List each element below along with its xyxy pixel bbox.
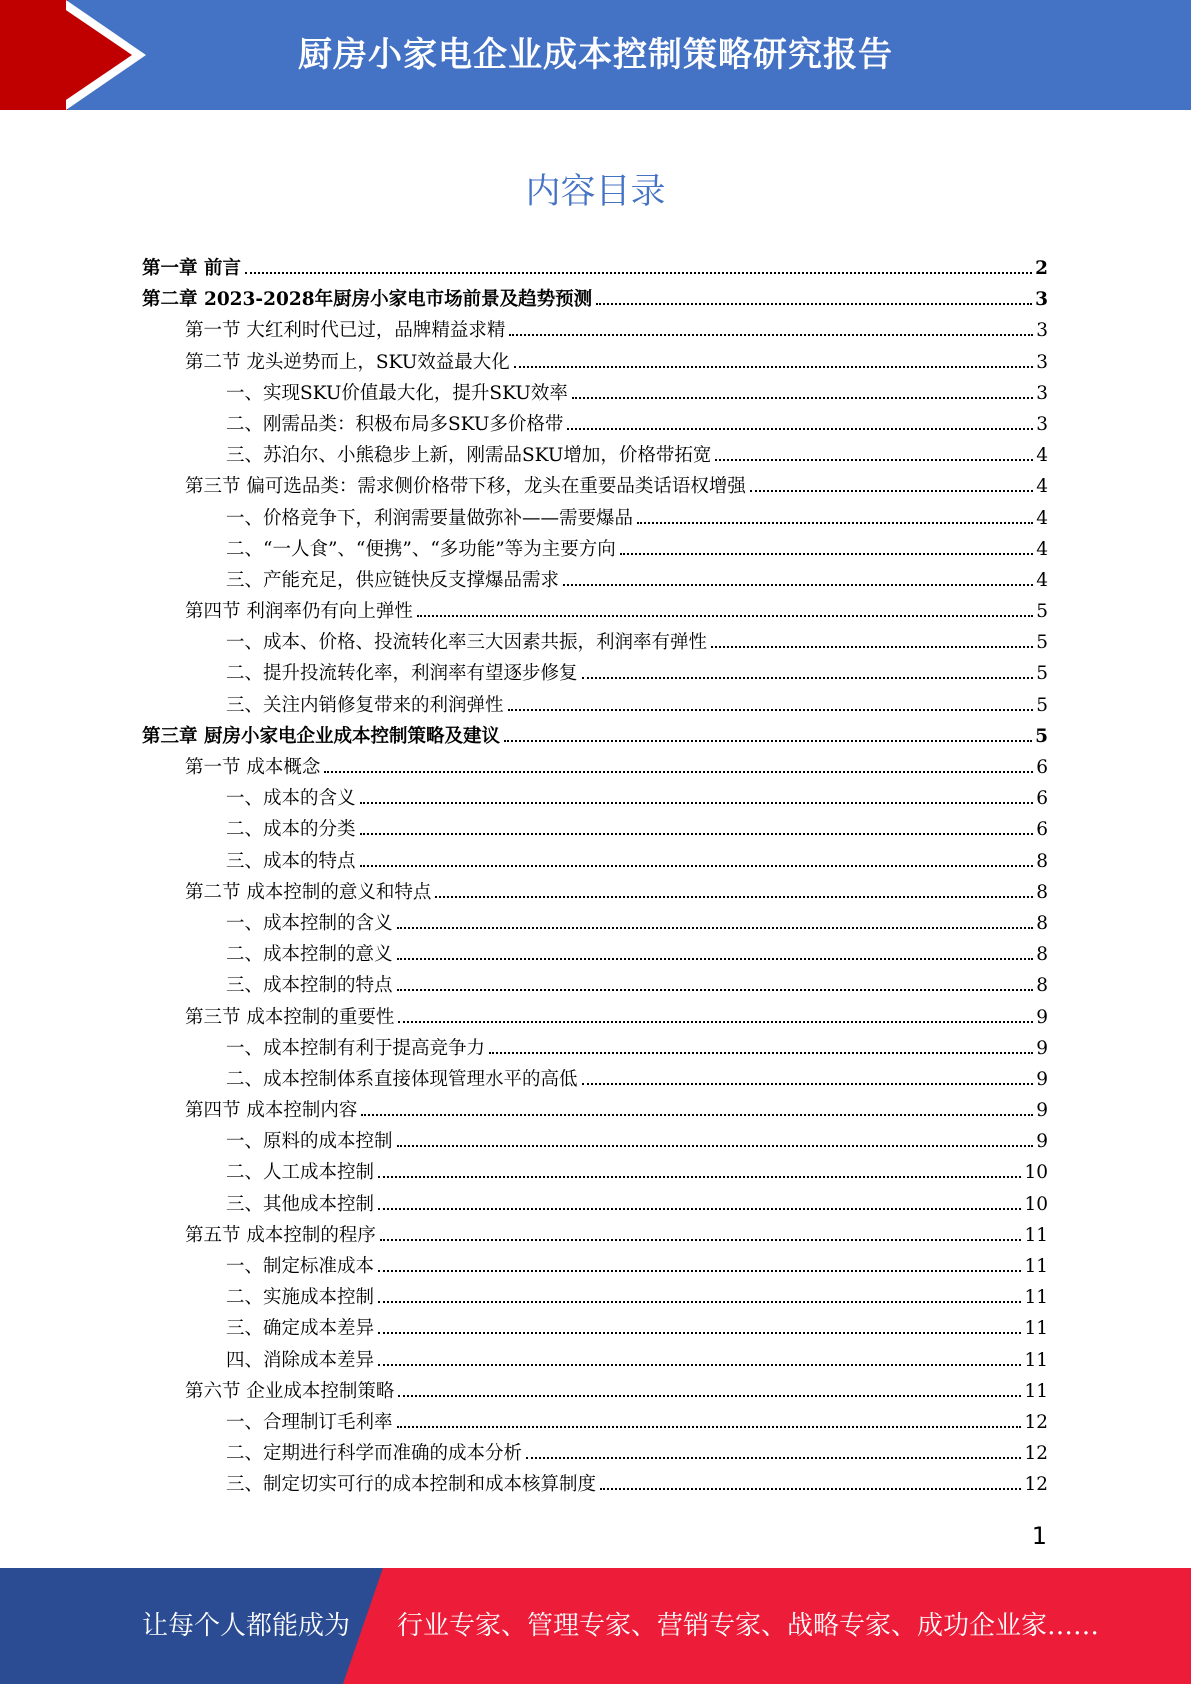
toc-entry-page: 12: [1024, 1411, 1048, 1433]
header-banner: [0, 0, 1191, 110]
toc-entry-text: 第一节 大红利时代已过，品牌精益求精: [185, 320, 506, 342]
toc-entry-page: 6: [1036, 757, 1048, 778]
toc-leader-dots: [508, 709, 1034, 711]
toc-entry-page: 8: [1036, 850, 1048, 872]
toc-title: 内容目录: [525, 172, 666, 212]
toc-entry[interactable]: [142, 722, 1048, 753]
toc-entry-text: 二、成本控制体系直接体现管理水平的高低: [226, 1068, 578, 1090]
toc-entry-page: 5: [1035, 725, 1048, 747]
toc-leader-dots: [378, 1176, 1021, 1178]
toc-entry-page: 9: [1036, 1131, 1048, 1153]
toc-entry[interactable]: [142, 971, 1048, 1002]
toc-entry[interactable]: [142, 1283, 1048, 1314]
toc-entry-page: 10: [1024, 1193, 1048, 1215]
toc-entry[interactable]: [142, 1408, 1048, 1439]
toc-entry-page: 9: [1036, 1006, 1048, 1028]
toc-leader-dots: [572, 397, 1033, 399]
toc-leader-dots: [378, 1208, 1021, 1210]
toc-leader-dots: [378, 1364, 1021, 1366]
toc-entry-page: 10: [1024, 1162, 1048, 1184]
toc-leader-dots: [509, 334, 1033, 336]
toc-leader-dots: [435, 896, 1033, 898]
toc-leader-dots: [711, 646, 1033, 648]
toc-entry-page: 9: [1036, 1100, 1048, 1122]
toc-entry-text: 第二章 2023-2028年厨房小家电市场前景及趋势预测: [142, 289, 593, 311]
toc-entry-text: 第三节 成本控制的重要性: [185, 1006, 395, 1028]
toc-entry-text: 第一章 前言: [142, 258, 241, 279]
toc-entry-page: 3: [1036, 413, 1048, 435]
toc-entry-text: 第三章 厨房小家电企业成本控制策略及建议: [142, 725, 500, 747]
toc-entry-page: 5: [1036, 694, 1048, 716]
toc-entry-page: 4: [1036, 569, 1048, 591]
toc-leader-dots: [380, 1239, 1022, 1241]
toc-entry-text: 第五节 成本控制的程序: [185, 1224, 376, 1246]
toc-entry-page: 8: [1036, 975, 1048, 997]
toc-leader-dots: [397, 927, 1034, 929]
toc-entry-page: 3: [1035, 289, 1048, 311]
toc-leader-dots: [361, 1114, 1033, 1116]
toc-entry-text: 三、产能充足，供应链快反支撑爆品需求: [226, 569, 560, 591]
toc-leader-dots: [378, 1270, 1021, 1272]
toc-entry-text: 第二节 龙头逆势而上，SKU效益最大化: [185, 351, 510, 373]
toc-leader-dots: [620, 553, 1033, 555]
toc-entry[interactable]: [142, 909, 1048, 940]
toc-entry[interactable]: [142, 1314, 1048, 1345]
toc-leader-dots: [750, 490, 1033, 492]
toc-leader-dots: [637, 522, 1033, 524]
footer-slogan-right: 行业专家、管理专家、营销专家、战略专家、成功企业家……: [397, 1611, 1100, 1641]
toc-entry-page: 3: [1036, 320, 1048, 342]
report-title: 厨房小家电企业成本控制策略研究报告: [298, 35, 893, 75]
toc-entry[interactable]: [142, 1065, 1048, 1096]
footer-slogan-left: 让每个人都能成为: [142, 1611, 351, 1641]
toc-entry[interactable]: [142, 1346, 1048, 1377]
toc-entry-text: 第二节 成本控制的意义和特点: [185, 881, 432, 903]
toc-entry-text: 第四节 成本控制内容: [185, 1100, 358, 1122]
toc-leader-dots: [360, 865, 1034, 867]
toc-entry[interactable]: [142, 1127, 1048, 1158]
toc-entry-text: 二、刚需品类：积极布局多SKU多价格带: [226, 413, 564, 435]
toc-entry-page: 8: [1036, 881, 1048, 903]
toc-entry-page: 5: [1036, 663, 1048, 685]
toc-entry[interactable]: [142, 566, 1048, 597]
toc-entry-page: 3: [1036, 351, 1048, 373]
toc-entry-page: 12: [1024, 1443, 1048, 1465]
toc-entry-text: 一、价格竞争下，利润需要量做弥补——需要爆品: [226, 507, 634, 529]
toc-entry-page: 4: [1036, 507, 1048, 529]
toc-entry[interactable]: [142, 254, 1048, 285]
toc-entry-text: 第六节 企业成本控制策略: [185, 1380, 395, 1402]
toc-entry[interactable]: [142, 316, 1048, 347]
toc-entry-text: 第四节 利润率仍有向上弹性: [185, 601, 413, 623]
toc-entry-page: 6: [1036, 819, 1048, 841]
toc-entry[interactable]: [142, 441, 1048, 472]
toc-entry[interactable]: [142, 847, 1048, 878]
toc-entry-text: 三、成本控制的特点: [226, 975, 393, 997]
toc-leader-dots: [563, 584, 1033, 586]
toc-entry-text: 一、成本控制有利于提高竞争力: [226, 1037, 486, 1059]
toc-entry[interactable]: [142, 1221, 1048, 1252]
toc-leader-dots: [596, 303, 1032, 305]
toc-leader-dots: [245, 272, 1032, 274]
toc-leader-dots: [582, 1083, 1034, 1085]
toc-entry-text: 二、定期进行科学而准确的成本分析: [226, 1443, 523, 1465]
toc-entry-page: 11: [1024, 1287, 1048, 1309]
toc-entry-text: 二、“一人食”、“便携”、“多功能”等为主要方向: [226, 538, 616, 560]
toc-entry-text: 二、成本控制的意义: [226, 944, 393, 966]
toc-entry[interactable]: [142, 628, 1048, 659]
toc-entry-text: 三、制定切实可行的成本控制和成本核算制度: [226, 1474, 597, 1496]
toc-entry[interactable]: [142, 348, 1048, 379]
toc-leader-dots: [600, 1488, 1021, 1490]
toc-entry-page: 11: [1024, 1380, 1048, 1402]
toc-leader-dots: [378, 1301, 1021, 1303]
table-of-contents: [142, 254, 1048, 1502]
toc-entry-text: 第三节 偏可选品类：需求侧价格带下移，龙头在重要品类话语权增强: [185, 476, 746, 498]
toc-entry-text: 三、确定成本差异: [226, 1318, 375, 1340]
toc-entry-text: 一、成本的含义: [226, 788, 356, 810]
toc-entry[interactable]: [142, 1439, 1048, 1470]
toc-entry-text: 二、提升投流转化率，利润率有望逐步修复: [226, 663, 578, 685]
toc-entry[interactable]: [142, 535, 1048, 566]
toc-entry[interactable]: [142, 1252, 1048, 1283]
toc-entry-page: 3: [1036, 382, 1048, 404]
toc-entry-page: 8: [1036, 912, 1048, 934]
toc-entry-page: 8: [1036, 944, 1048, 966]
toc-entry[interactable]: [142, 410, 1048, 441]
toc-entry-text: 二、人工成本控制: [226, 1162, 375, 1184]
toc-entry-text: 二、实施成本控制: [226, 1287, 375, 1309]
toc-leader-dots: [397, 1426, 1022, 1428]
toc-entry-page: 11: [1024, 1349, 1048, 1371]
toc-entry[interactable]: [142, 940, 1048, 971]
toc-entry[interactable]: [142, 1377, 1048, 1408]
toc-entry[interactable]: [142, 1190, 1048, 1221]
toc-leader-dots: [397, 989, 1034, 991]
toc-leader-dots: [715, 459, 1033, 461]
toc-entry-text: 一、成本控制的含义: [226, 912, 393, 934]
toc-entry[interactable]: [142, 597, 1048, 628]
toc-entry-page: 5: [1036, 601, 1048, 623]
toc-entry[interactable]: [142, 878, 1048, 909]
toc-entry-page: 4: [1036, 445, 1048, 467]
toc-leader-dots: [582, 677, 1034, 679]
toc-entry-page: 6: [1036, 788, 1048, 810]
toc-entry-page: 4: [1036, 476, 1048, 498]
toc-leader-dots: [514, 366, 1033, 368]
toc-entry-text: 一、实现SKU价值最大化，提升SKU效率: [226, 382, 568, 404]
toc-entry[interactable]: [142, 1158, 1048, 1189]
toc-entry-text: 一、制定标准成本: [226, 1256, 375, 1277]
toc-entry[interactable]: [142, 815, 1048, 846]
toc-leader-dots: [398, 1021, 1033, 1023]
toc-entry-page: 4: [1036, 538, 1048, 560]
toc-leader-dots: [378, 1332, 1021, 1334]
toc-entry-page: 5: [1036, 632, 1048, 654]
toc-entry-text: 三、其他成本控制: [226, 1193, 375, 1215]
toc-entry[interactable]: [142, 1003, 1048, 1034]
toc-entry-text: 一、合理制订毛利率: [226, 1411, 393, 1433]
toc-entry-text: 三、苏泊尔、小熊稳步上新，刚需品SKU增加，价格带拓宽: [226, 445, 712, 467]
toc-entry-text: 四、消除成本差异: [226, 1349, 375, 1371]
toc-entry[interactable]: [142, 784, 1048, 815]
toc-leader-dots: [360, 802, 1034, 804]
toc-entry[interactable]: [142, 379, 1048, 410]
toc-entry[interactable]: [142, 472, 1048, 503]
toc-entry-text: 三、关注内销修复带来的利润弹性: [226, 694, 504, 716]
toc-entry-page: 9: [1036, 1037, 1048, 1059]
toc-leader-dots: [398, 1395, 1021, 1397]
toc-leader-dots: [526, 1457, 1021, 1459]
toc-entry[interactable]: [142, 285, 1048, 316]
toc-entry-text: 一、成本、价格、投流转化率三大因素共振，利润率有弹性: [226, 632, 708, 654]
toc-leader-dots: [417, 615, 1033, 617]
toc-entry[interactable]: [142, 753, 1048, 784]
toc-entry[interactable]: [142, 1470, 1048, 1501]
toc-entry-page: 9: [1036, 1068, 1048, 1090]
toc-entry[interactable]: [142, 659, 1048, 690]
footer-banner: [0, 1568, 1191, 1684]
toc-leader-dots: [360, 833, 1034, 835]
toc-entry-text: 一、原料的成本控制: [226, 1131, 393, 1153]
toc-entry-text: 第一节 成本概念: [185, 757, 321, 778]
toc-leader-dots: [397, 958, 1034, 960]
toc-entry-page: 2: [1035, 258, 1048, 279]
toc-entry-page: 11: [1024, 1224, 1048, 1246]
toc-leader-dots: [324, 771, 1033, 773]
toc-leader-dots: [567, 428, 1033, 430]
page-number: 1: [1031, 1522, 1047, 1550]
toc-entry[interactable]: [142, 1034, 1048, 1065]
toc-entry[interactable]: [142, 691, 1048, 722]
toc-entry[interactable]: [142, 504, 1048, 535]
toc-leader-dots: [489, 1052, 1033, 1054]
toc-entry-page: 11: [1024, 1256, 1048, 1277]
toc-entry-text: 二、成本的分类: [226, 819, 356, 841]
toc-entry-page: 11: [1024, 1318, 1048, 1340]
toc-entry-page: 12: [1024, 1474, 1048, 1496]
toc-leader-dots: [397, 1145, 1034, 1147]
toc-leader-dots: [504, 740, 1032, 742]
toc-entry-text: 三、成本的特点: [226, 850, 356, 872]
toc-entry[interactable]: [142, 1096, 1048, 1127]
